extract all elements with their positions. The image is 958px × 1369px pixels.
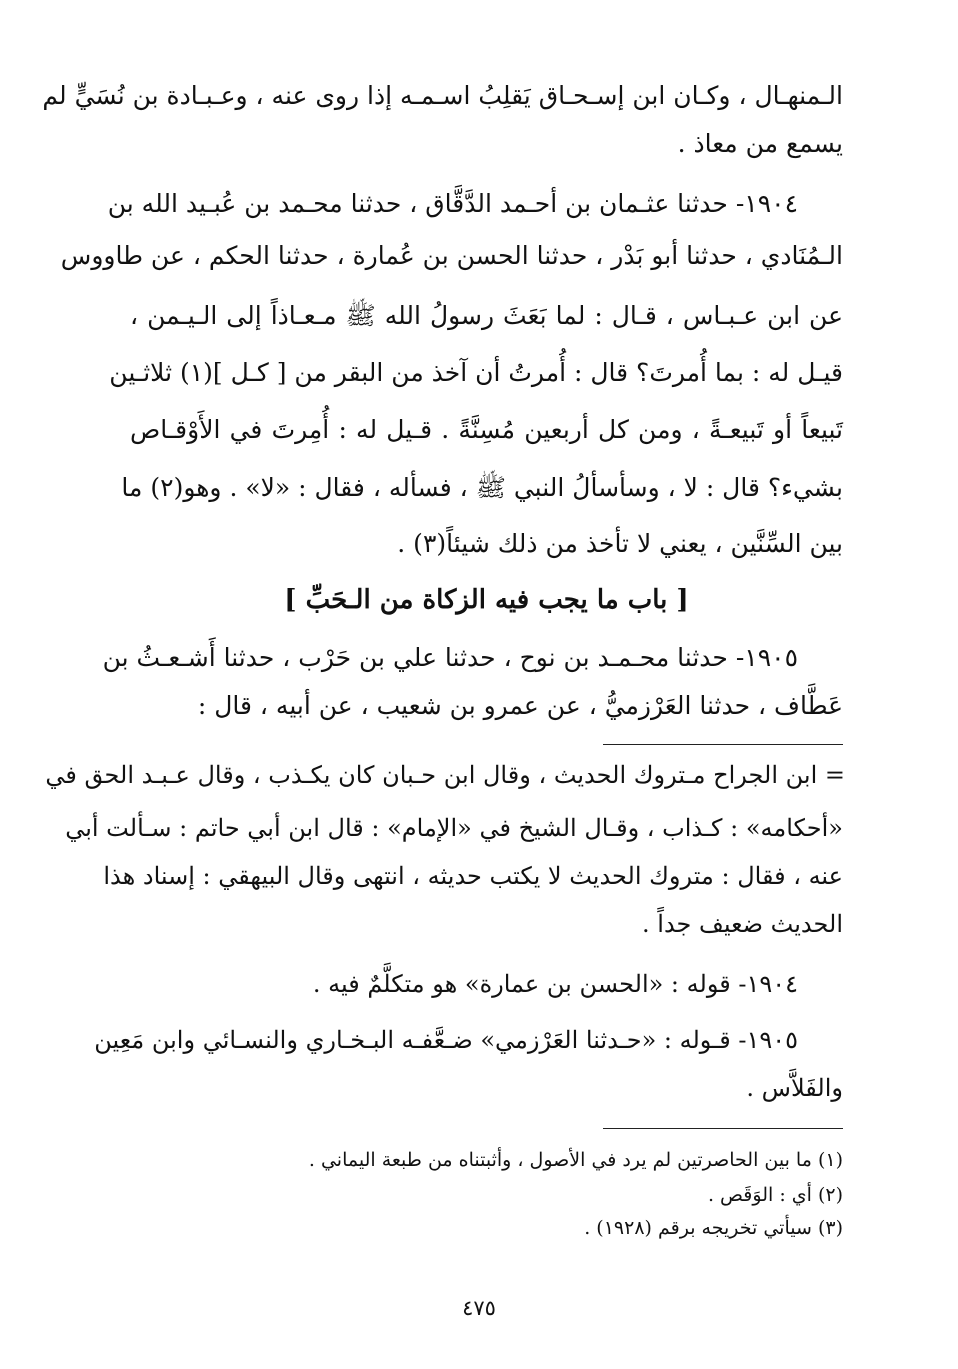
footnote-3: (٣) سيأتي تخريجه برقم (١٩٢٨) .: [584, 1217, 843, 1239]
footnote-separator: [603, 1128, 843, 1129]
main-text-line: الـمنهـال ، وكـان ابن إسـحـاق يَقلِبُ اسـمـه إذا روى عنه ، وعـبـادة بن نُسَيٍّ لم: [42, 81, 843, 110]
hadith-1905-line: ١٩٠٥- حدثنا محـمـد بن نوح ، حدثنا علي بن حَرْب ، حدثنا أَشـعـثُ بن: [102, 643, 798, 672]
commentary-separator: [603, 744, 843, 745]
commentary-note-1905-line: ١٩٠٥- قـوله : «حـدثنا العَرْزمي» ضـعَّفـه البـخـاري والنسـائي وابن مَعِين: [94, 1026, 798, 1054]
hadith-1904-line: عن ابن عـبـاس ، قـال : لما بَعَثَ رسولُ الله ﷺ مـعـاذاً إلى الـيـمن ،: [130, 301, 843, 330]
footnote-2: (٢) أي : الوَقَص .: [707, 1184, 843, 1206]
footnote-1: (١) ما بين الحاصرتين لم يرد في الأصول ، وأثبتناه من طبعة اليماني .: [308, 1149, 843, 1171]
hadith-1904-line: ١٩٠٤- حدثنا عثـمان بن أحـمد الدَّقَّاق ، حدثنا محـمد بن عُبـيد الله بن: [107, 189, 798, 218]
hadith-1904-line: تَبيعاً أو تَبيعـةً ، ومن كل أربعين مُسِنَّةً . قـيل له : أُمِرتَ في الأَوْقـاص: [130, 415, 843, 444]
commentary-line: الحديث ضعيف جداً .: [642, 910, 843, 938]
commentary-line: عنه ، فقال : متروك الحديث لا يكتب حديثه ، انتهى وقال البيهقي : إسناد هذا: [103, 862, 843, 890]
page-number: ٤٧٥: [462, 1296, 496, 1320]
hadith-1905-line: عَطَّاف ، حدثنا العَرْزميُّ ، عن عمرو بن شعيب ، عن أبيه ، قال :: [197, 691, 843, 720]
main-text-line: يسمع من معاذ .: [677, 129, 843, 158]
commentary-line: «أحكامه» : كـذاب ، وقـال الشيخ في «الإمام» : قال ابن أبي حاتم : سـألت أبي: [65, 814, 843, 842]
hadith-1904-line: الـمُنَادي ، حدثنا أبو بَدْر ، حدثنا الحسن بن عُمارة ، حدثنا الحكم ، عن طاووس: [60, 241, 843, 270]
chapter-heading: [ باب ما يجب فيه الزكاة من الـحَبِّ ]: [284, 585, 689, 615]
commentary-note-1904: ١٩٠٤- قوله : «الحسن بن عمارة» هو متكلَّمٌ فيه .: [312, 970, 798, 998]
hadith-1904-line: قيـل له : بما أُمرتَ؟ قال : أُمرتُ أن آخذ من البقر من [ كـل ](١) ثلاثـين: [109, 358, 843, 387]
hadith-1904-line: بين السِّنَّين ، يعني لا تأخذ من ذلك شيئاً(٣) .: [397, 529, 843, 558]
hadith-1904-line: بشيء؟ قال : لا ، وسأسألُ النبي ﷺ ، فسأله ، فقال : «لا» . وهو(٢) ما: [121, 473, 843, 502]
commentary-note-1905-line: والفَلاَّس .: [746, 1074, 843, 1102]
commentary-line: = ابن الجراح مـتروك الحديث ، وقال ابن حـبان كان يكـذب ، وقال عـبـد الحق في: [45, 761, 845, 789]
